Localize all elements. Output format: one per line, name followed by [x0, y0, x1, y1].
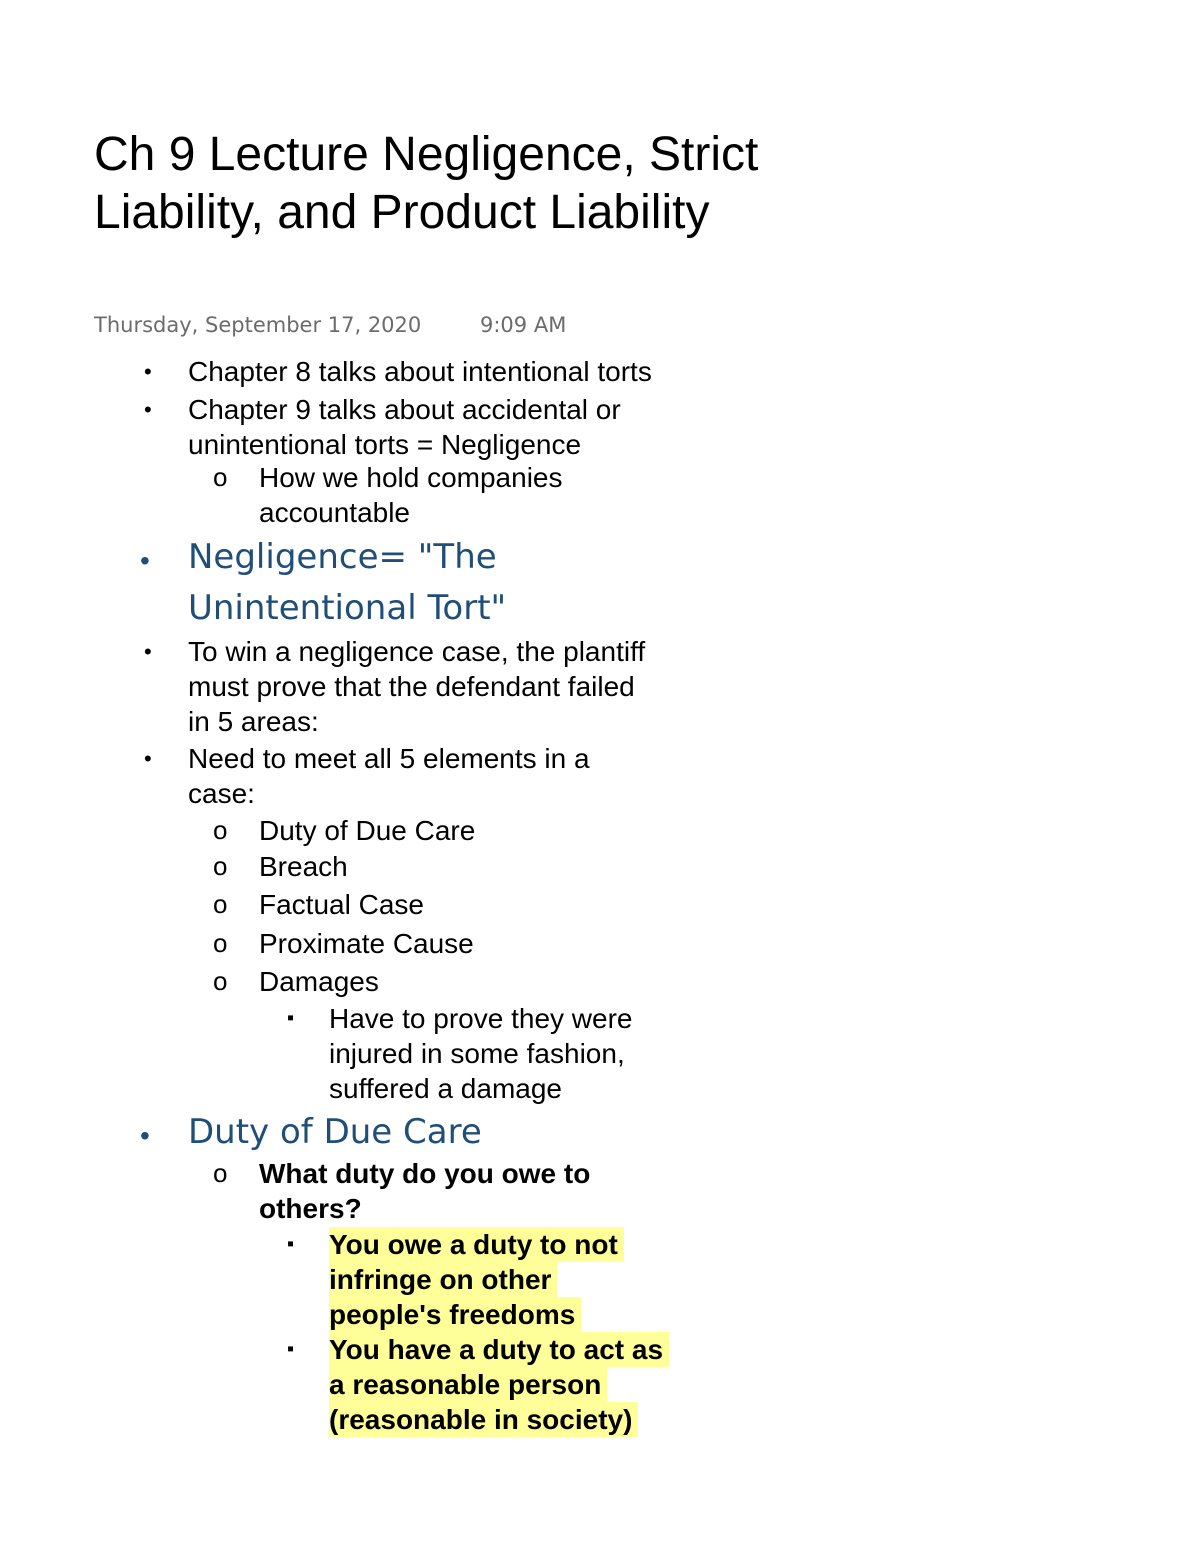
duty-answer-1-line-1: You owe a duty to not	[329, 1227, 624, 1262]
heading-bullet: •	[140, 1120, 150, 1151]
bullet-square: ▪	[287, 1007, 295, 1029]
damages-note-line-1: Have to prove they were	[329, 1003, 633, 1034]
bullet-circle: o	[213, 966, 228, 996]
negligence-heading-line-1: Negligence= "The	[188, 537, 497, 577]
bullet-square: ▪	[287, 1338, 295, 1360]
duty-answer-2-line-3: (reasonable in society)	[329, 1402, 638, 1437]
damages-note-line-3: suffered a damage	[329, 1073, 562, 1104]
bullet-circle: o	[213, 462, 228, 492]
damages-note-line-2: injured in some fashion,	[329, 1038, 625, 1069]
element-factual-case: Factual Case	[259, 889, 424, 920]
negligence-item-1-line-1: To win a negligence case, the plantiff	[188, 636, 646, 667]
bullet-disc: •	[144, 359, 152, 384]
duty-answer-1-line-3: people's freedoms	[329, 1297, 581, 1332]
element-breach: Breach	[259, 851, 348, 882]
date-stamp: Thursday, September 17, 2020	[94, 313, 422, 337]
duty-heading: Duty of Due Care	[188, 1112, 482, 1152]
bullet-circle: o	[213, 889, 228, 919]
bullet-circle: o	[213, 851, 228, 881]
intro-item-1: Chapter 8 talks about intentional torts	[188, 356, 652, 387]
duty-question-line-1: What duty do you owe to	[259, 1158, 591, 1189]
negligence-item-2-line-1: Need to meet all 5 elements in a	[188, 743, 590, 774]
page-title: Ch 9 Lecture Negligence, Strict Liability, and Product Liability	[94, 128, 759, 239]
bullet-disc: •	[144, 397, 152, 422]
bullet-disc: •	[144, 746, 152, 771]
duty-question-line-2: others?	[259, 1193, 362, 1224]
intro-sub-item-line-1: How we hold companies	[259, 462, 563, 493]
duty-answer-2-line-1: You have a duty to act as	[329, 1332, 669, 1367]
bullet-circle: o	[213, 815, 228, 845]
bullet-circle: o	[213, 1158, 228, 1188]
intro-item-2-line-1: Chapter 9 talks about accidental or	[188, 394, 621, 425]
heading-bullet: •	[140, 545, 150, 576]
negligence-item-1-line-2: must prove that the defendant failed	[188, 671, 635, 702]
element-proximate-cause: Proximate Cause	[259, 928, 474, 959]
intro-sub-item-line-2: accountable	[259, 497, 411, 528]
intro-item-2-line-2: unintentional torts = Negligence	[188, 429, 582, 460]
time-stamp: 9:09 AM	[480, 313, 567, 337]
bullet-disc: •	[144, 639, 152, 664]
element-duty-of-due-care: Duty of Due Care	[259, 815, 476, 846]
negligence-item-2-line-2: case:	[188, 778, 255, 809]
bullet-square: ▪	[287, 1233, 295, 1255]
element-damages: Damages	[259, 966, 379, 997]
duty-answer-2-line-2: a reasonable person	[329, 1367, 607, 1402]
bullet-circle: o	[213, 928, 228, 958]
negligence-item-1-line-3: in 5 areas:	[188, 706, 319, 737]
negligence-heading-line-2: Unintentional Tort"	[188, 588, 507, 628]
duty-answer-1-line-2: infringe on other	[329, 1262, 557, 1297]
